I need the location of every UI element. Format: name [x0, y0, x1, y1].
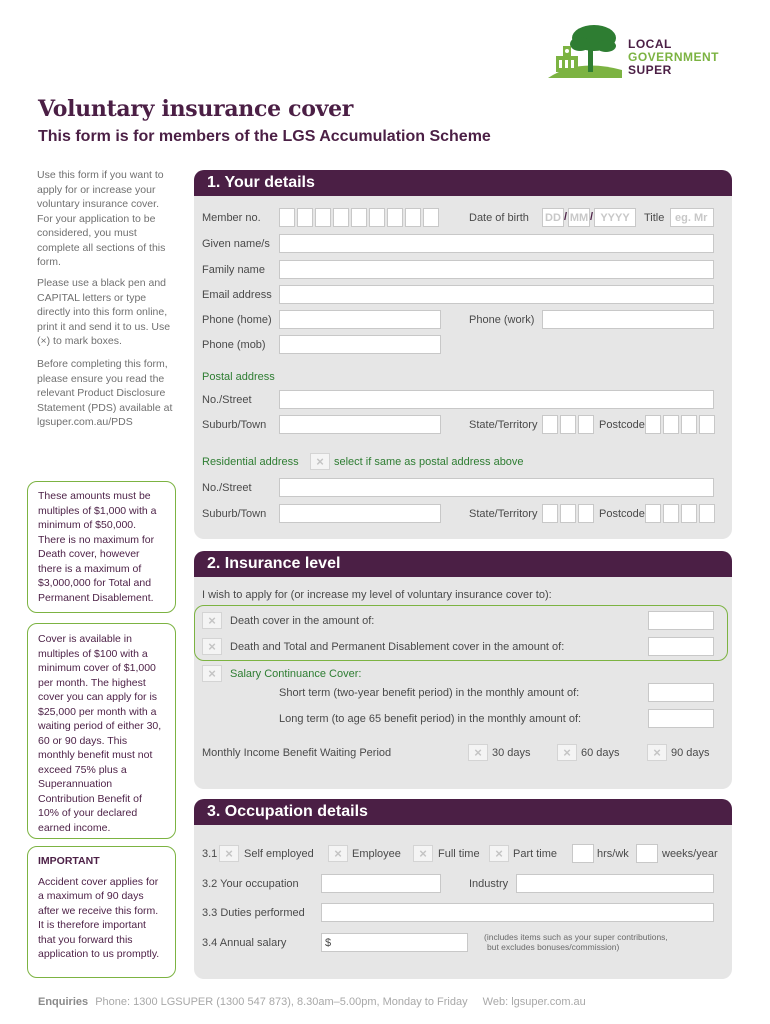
salary-currency: $ — [325, 937, 332, 949]
family-name-label: Family name — [202, 264, 265, 276]
same-as-postal-checkbox[interactable]: × — [310, 453, 330, 470]
weeks-per-year-label: weeks/year — [662, 848, 718, 860]
weeks-per-year-input[interactable] — [636, 844, 658, 863]
dob-mm[interactable]: MM — [568, 208, 590, 227]
member-digit-box[interactable] — [315, 208, 331, 227]
postal-street-label: No./Street — [202, 394, 252, 406]
long-term-label: Long term (to age 65 benefit period) in the monthly amount of: — [279, 713, 582, 725]
waiting-30-checkbox[interactable]: × — [468, 744, 488, 761]
res-postcode-label: Postcode — [599, 508, 645, 520]
short-term-amount[interactable] — [648, 683, 714, 702]
dob-separator: / — [590, 211, 594, 223]
member-digit-box[interactable] — [423, 208, 439, 227]
self-employed-label: Self employed — [244, 848, 314, 860]
postal-postcode-label: Postcode — [599, 419, 645, 431]
res-postcode-boxes[interactable] — [645, 504, 715, 523]
state-box[interactable] — [542, 504, 558, 523]
postcode-box[interactable] — [663, 415, 679, 434]
question-3-1-label: 3.1 — [202, 848, 218, 860]
page-title: Voluntary insurance cover — [38, 96, 354, 122]
family-name-input[interactable] — [279, 260, 714, 279]
employee-checkbox[interactable]: × — [328, 845, 348, 862]
death-tpd-checkbox[interactable]: × — [202, 638, 222, 655]
death-cover-checkbox[interactable]: × — [202, 612, 222, 629]
residential-address-heading: Residential address — [202, 456, 299, 468]
phone-home-input[interactable] — [279, 310, 441, 329]
intro-paragraph-1: Use this form if you want to apply for or increase your voluntary insurance cover. For your application to be considered, you must complete all sections of this form. — [37, 169, 166, 268]
state-box[interactable] — [542, 415, 558, 434]
res-street-label: No./Street — [202, 482, 252, 494]
state-box[interactable] — [578, 415, 594, 434]
postcode-box[interactable] — [699, 415, 715, 434]
member-digit-box[interactable] — [369, 208, 385, 227]
part-time-label: Part time — [513, 848, 558, 860]
intro-paragraph-2: Please use a black pen and CAPITAL letters or type directly into this form online, print it and send it to us. Use (×) to mark boxes. — [37, 277, 171, 347]
long-term-amount[interactable] — [648, 709, 714, 728]
waiting-30-label: 30 days — [492, 747, 531, 759]
dob-field[interactable] — [542, 208, 636, 227]
waiting-period-label: Monthly Income Benefit Waiting Period — [202, 747, 392, 759]
full-time-label: Full time — [438, 848, 480, 860]
callout-amounts: These amounts must be multiples of $1,000 with a minimum of $50,000. There is no maximum for Death cover, however there is a maximum of $3,000,000 for Total and Permanent Disablement. — [27, 481, 176, 613]
industry-input[interactable] — [516, 874, 714, 893]
self-employed-checkbox[interactable]: × — [219, 845, 239, 862]
postal-suburb-label: Suburb/Town — [202, 419, 267, 431]
member-digit-box[interactable] — [351, 208, 367, 227]
salary-note-line-1: (includes items such as your super contributions, — [484, 932, 668, 942]
title-input[interactable]: eg. Mr — [670, 208, 714, 227]
given-names-label: Given name/s — [202, 238, 270, 250]
callout-cover: Cover is available in multiples of $100 with a minimum cover of $1,000 per month. The highest cover you can apply for is $25,000 per month with a waiting period of either 30, 60 or 90 days. This monthly benefit must not exceed 75% plus a Superannuation Contribution Benefit of 10% of your declared earned income. — [27, 623, 176, 839]
salary-input[interactable] — [321, 933, 468, 952]
member-digit-box[interactable] — [297, 208, 313, 227]
death-tpd-label: Death and Total and Permanent Disablement cover in the amount of: — [230, 641, 565, 653]
salary-label: 3.4 Annual salary — [202, 937, 287, 949]
dob-separator: / — [564, 211, 568, 223]
given-names-input[interactable] — [279, 234, 714, 253]
res-street-input[interactable] — [279, 478, 714, 497]
footer-web[interactable]: Web: lgsuper.com.au — [482, 996, 586, 1008]
short-term-label: Short term (two-year benefit period) in the monthly amount of: — [279, 687, 580, 699]
section-2-heading: 2. Insurance level — [194, 551, 732, 577]
phone-mob-input[interactable] — [279, 335, 441, 354]
logo-line-2: GOVERNMENT — [628, 50, 720, 64]
important-title: IMPORTANT — [38, 855, 100, 867]
death-tpd-amount[interactable] — [648, 637, 714, 656]
postal-state-boxes[interactable] — [542, 415, 594, 434]
duties-label: 3.3 Duties performed — [202, 907, 305, 919]
email-input[interactable] — [279, 285, 714, 304]
state-box[interactable] — [578, 504, 594, 523]
important-text: Accident cover applies for a maximum of 90 days after we receive this form. It is therefore important that you forward this application to us promptly. — [38, 875, 160, 960]
res-suburb-label: Suburb/Town — [202, 508, 267, 520]
postal-state-label: State/Territory — [469, 419, 538, 431]
postcode-box[interactable] — [681, 504, 697, 523]
insurance-intro: I wish to apply for (or increase my level of voluntary insurance cover to): — [202, 589, 552, 601]
duties-input[interactable] — [321, 903, 714, 922]
member-digit-box[interactable] — [333, 208, 349, 227]
dob-label: Date of birth — [469, 212, 529, 224]
postal-suburb-input[interactable] — [279, 415, 441, 434]
industry-label: Industry — [469, 878, 509, 890]
postcode-box[interactable] — [645, 415, 661, 434]
postcode-box[interactable] — [645, 504, 661, 523]
footer — [38, 996, 586, 1008]
death-cover-label: Death cover in the amount of: — [230, 615, 375, 627]
section-3-heading: 3. Occupation details — [194, 799, 732, 825]
logo-text — [628, 38, 719, 77]
salary-note-line-2: but excludes bonuses/commission) — [487, 942, 620, 952]
postal-street-input[interactable] — [279, 390, 714, 409]
member-no-label: Member no. — [202, 212, 261, 224]
logo-graphic — [538, 18, 624, 84]
waiting-60-checkbox[interactable]: × — [557, 744, 577, 761]
member-digit-box[interactable] — [405, 208, 421, 227]
state-box[interactable] — [560, 504, 576, 523]
postcode-box[interactable] — [681, 415, 697, 434]
postcode-box[interactable] — [663, 504, 679, 523]
salary-continuance-label: Salary Continuance Cover: — [230, 668, 362, 680]
full-time-checkbox[interactable]: × — [413, 845, 433, 862]
phone-mob-label: Phone (mob) — [202, 339, 266, 351]
phone-home-label: Phone (home) — [202, 314, 272, 326]
dob-dd[interactable]: DD — [542, 208, 564, 227]
res-suburb-input[interactable] — [279, 504, 441, 523]
postal-address-heading: Postal address — [202, 371, 275, 383]
callout-important — [27, 846, 176, 978]
footer-phone: Phone: 1300 LGSUPER (1300 547 873), 8.30am–5.00pm, Monday to Friday — [95, 996, 468, 1008]
title-label: Title — [644, 212, 665, 224]
waiting-90-checkbox[interactable]: × — [647, 744, 667, 761]
occupation-label: 3.2 Your occupation — [202, 878, 299, 890]
waiting-90-label: 90 days — [671, 747, 710, 759]
hrs-per-week-label: hrs/wk — [597, 848, 629, 860]
same-as-postal-label: select if same as postal address above — [334, 456, 524, 468]
part-time-checkbox[interactable]: × — [489, 845, 509, 862]
dob-yyyy[interactable]: YYYY — [594, 208, 636, 227]
page-subtitle: This form is for members of the LGS Accumulation Scheme — [38, 128, 491, 145]
res-state-label: State/Territory — [469, 508, 538, 520]
email-label: Email address — [202, 289, 272, 301]
employee-label: Employee — [352, 848, 401, 860]
member-digit-box[interactable] — [279, 208, 295, 227]
state-box[interactable] — [560, 415, 576, 434]
logo-line-3: SUPER — [628, 63, 672, 77]
postal-postcode-boxes[interactable] — [645, 415, 715, 434]
intro-paragraph-3: Before completing this form, please ensure you read the relevant Product Disclosure Statement (PDS) available at lgsuper.com.au/PDS — [37, 358, 173, 428]
salary-continuance-checkbox[interactable]: × — [202, 665, 222, 682]
occupation-input[interactable] — [321, 874, 441, 893]
res-state-boxes[interactable] — [542, 504, 594, 523]
member-digit-box[interactable] — [387, 208, 403, 227]
phone-work-input[interactable] — [542, 310, 714, 329]
footer-label: Enquiries — [38, 996, 89, 1008]
section-1-heading: 1. Your details — [194, 170, 732, 196]
death-cover-amount[interactable] — [648, 611, 714, 630]
hrs-per-week-input[interactable] — [572, 844, 594, 863]
waiting-60-label: 60 days — [581, 747, 620, 759]
member-no-boxes[interactable] — [279, 208, 439, 227]
logo-line-1: LOCAL — [628, 37, 672, 51]
phone-work-label: Phone (work) — [469, 314, 535, 326]
postcode-box[interactable] — [699, 504, 715, 523]
